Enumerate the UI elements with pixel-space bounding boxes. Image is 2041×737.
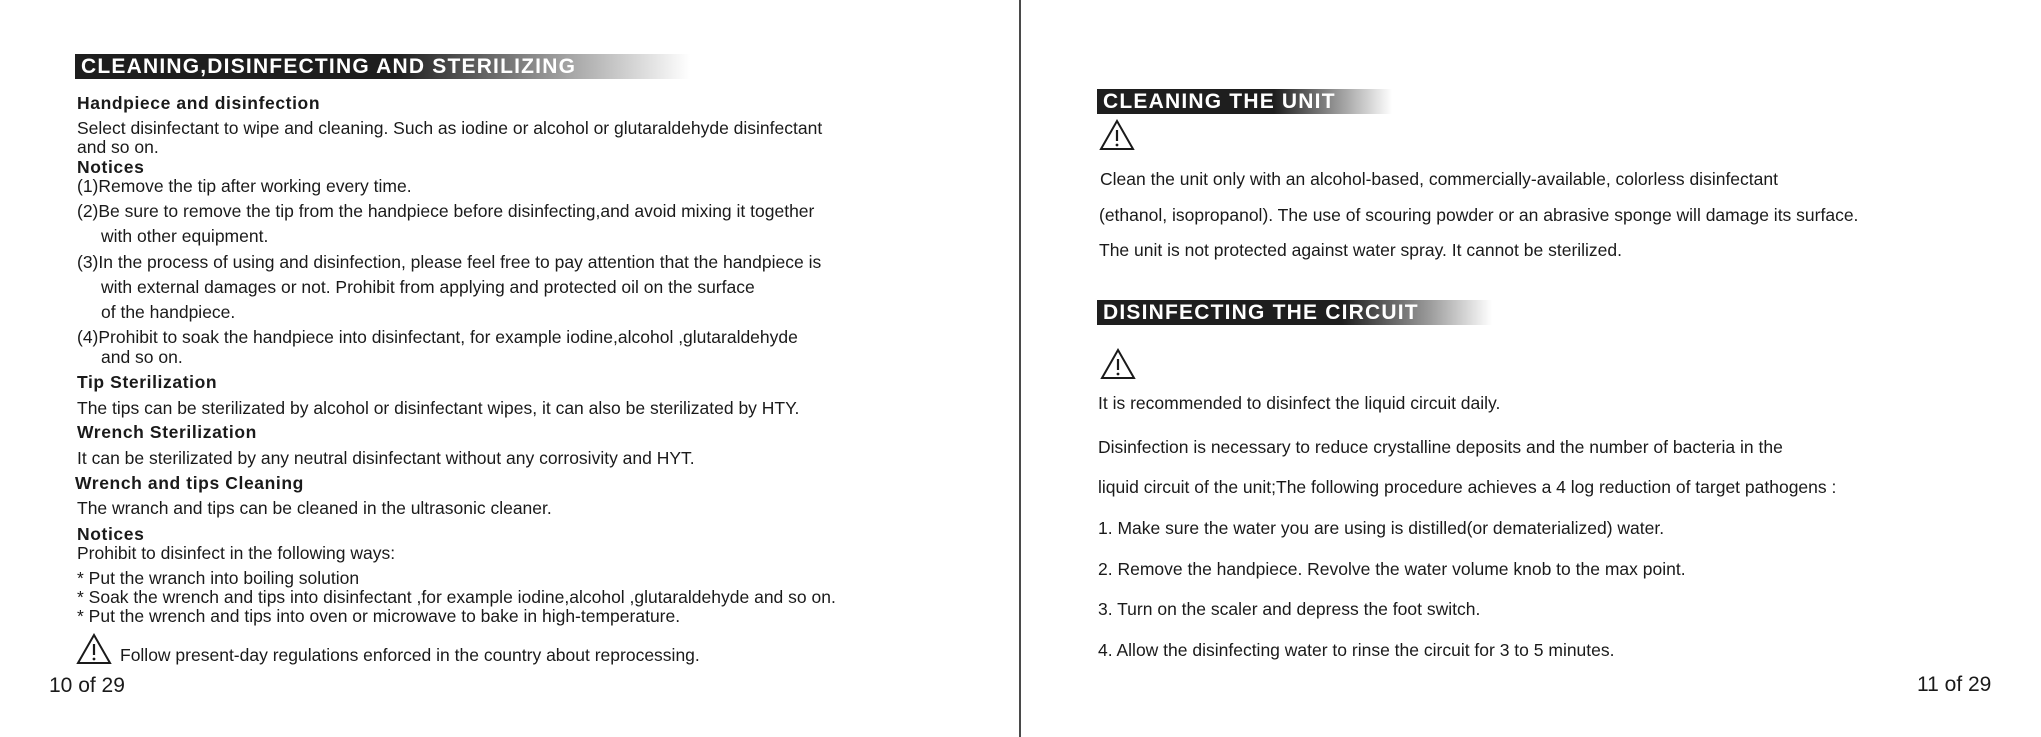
wrench-tips-cleaning-text: The wranch and tips can be cleaned in the ultrasonic cleaner. bbox=[77, 498, 552, 518]
notice-3-line2: with external damages or not. Prohibit from applying and protected oil on the surface bbox=[101, 277, 755, 297]
notices-heading: Notices bbox=[77, 157, 145, 177]
notice-2-line2: with other equipment. bbox=[101, 226, 269, 246]
step-1: 1. Make sure the water you are using is distilled(or dematerialized) water. bbox=[1098, 518, 1665, 538]
warning-text: Follow present-day regulations enforced in the country about reprocessing. bbox=[120, 645, 700, 665]
tip-sterilization-heading: Tip Sterilization bbox=[77, 372, 218, 392]
section-banner-cleaning-unit: CLEANING THE UNIT bbox=[1097, 89, 1392, 114]
page-number-left: 10 of 29 bbox=[49, 674, 125, 697]
left-page bbox=[0, 0, 1020, 737]
warning-icon bbox=[1099, 119, 1135, 151]
page-divider bbox=[1019, 0, 1021, 737]
handpiece-text-line1: Select disinfectant to wipe and cleaning. Such as iodine or alcohol or glutaraldehyde disinfectant bbox=[77, 118, 823, 138]
tip-sterilization-text: The tips can be sterilizated by alcohol or disinfectant wipes, it can also be sterilizated by HTY. bbox=[77, 398, 800, 418]
notice-4-line1: (4)Prohibit to soak the handpiece into disinfectant, for example iodine,alcohol ,glutaraldehyde bbox=[77, 327, 798, 347]
section-banner-cleaning: CLEANING,DISINFECTING AND STERILIZING bbox=[75, 54, 690, 79]
bullet-2: * Soak the wrench and tips into disinfectant ,for example iodine,alcohol ,glutaraldehyde and so on. bbox=[77, 587, 836, 607]
notice-3-line3: of the handpiece. bbox=[101, 302, 236, 322]
cleaning-unit-line1: Clean the unit only with an alcohol-based, commercially-available, colorless disinfectant bbox=[1100, 169, 1778, 189]
wrench-sterilization-text: It can be sterilizated by any neutral disinfectant without any corrosivity and HYT. bbox=[77, 448, 695, 468]
notice-4-line2: and so on. bbox=[101, 347, 183, 367]
circuit-text-line2: liquid circuit of the unit;The following procedure achieves a 4 log reduction of target pathogens : bbox=[1098, 477, 1837, 497]
wrench-tips-cleaning-heading: Wrench and tips Cleaning bbox=[75, 473, 304, 493]
notice-3-line1: (3)In the process of using and disinfection, please feel free to pay attention that the handpiece is bbox=[77, 252, 822, 272]
circuit-recommendation: It is recommended to disinfect the liquid circuit daily. bbox=[1098, 393, 1501, 413]
notice-1: (1)Remove the tip after working every time. bbox=[77, 176, 412, 196]
handpiece-heading: Handpiece and disinfection bbox=[77, 93, 321, 113]
warning-icon bbox=[76, 633, 112, 665]
step-3: 3. Turn on the scaler and depress the foot switch. bbox=[1098, 599, 1481, 619]
step-2: 2. Remove the handpiece. Revolve the water volume knob to the max point. bbox=[1098, 559, 1686, 579]
cleaning-unit-line3: The unit is not protected against water spray. It cannot be sterilized. bbox=[1099, 240, 1623, 260]
page-number-right: 11 of 29 bbox=[1917, 673, 1992, 696]
notices-heading-2: Notices bbox=[77, 524, 145, 544]
notice-2-line1: (2)Be sure to remove the tip from the handpiece before disinfecting,and avoid mixing it together bbox=[77, 201, 815, 221]
handpiece-text-line2: and so on. bbox=[77, 137, 159, 157]
cleaning-unit-line2: (ethanol, isopropanol). The use of scouring powder or an abrasive sponge will damage its surface. bbox=[1099, 205, 1859, 225]
prohibit-text: Prohibit to disinfect in the following ways: bbox=[77, 543, 396, 563]
step-4: 4. Allow the disinfecting water to rinse the circuit for 3 to 5 minutes. bbox=[1098, 640, 1615, 660]
right-page bbox=[1022, 0, 2041, 737]
section-banner-disinfecting-circuit: DISINFECTING THE CIRCUIT bbox=[1097, 300, 1492, 325]
wrench-sterilization-heading: Wrench Sterilization bbox=[77, 422, 257, 442]
bullet-3: * Put the wrench and tips into oven or microwave to bake in high-temperature. bbox=[77, 606, 681, 626]
circuit-text-line1: Disinfection is necessary to reduce crystalline deposits and the number of bacteria in the bbox=[1098, 437, 1783, 457]
warning-icon bbox=[1100, 348, 1136, 380]
bullet-1: * Put the wranch into boiling solution bbox=[77, 568, 360, 588]
